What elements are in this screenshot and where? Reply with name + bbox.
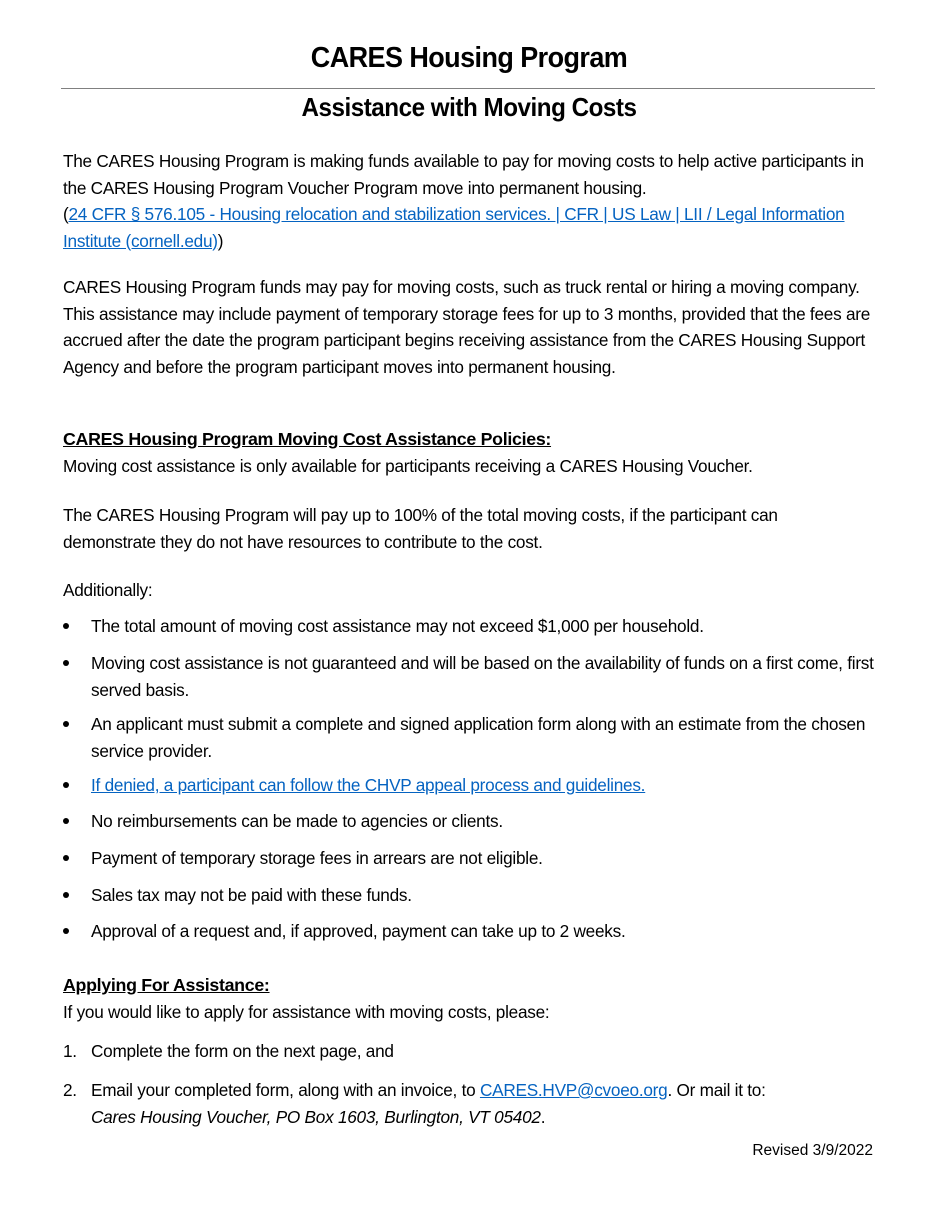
revised-date: Revised 3/9/2022 bbox=[752, 1142, 873, 1159]
applying-heading: Applying For Assistance: bbox=[63, 975, 270, 995]
bullet-icon bbox=[63, 782, 69, 788]
policies-eligibility: Moving cost assistance is only available for participants receiving a CARES Housing Voucher. bbox=[63, 456, 753, 476]
step-text: Complete the form on the next page, and bbox=[91, 1041, 394, 1061]
intro-paragraph bbox=[63, 148, 875, 254]
intro-text: The CARES Housing Program is making funds available to pay for moving costs to help active participants in the CARES Housing Program Voucher Program move into permanent housing. bbox=[63, 151, 864, 198]
funds-paragraph: CARES Housing Program funds may pay for moving costs, such as truck rental or hiring a moving company. This assistance may include payment of temporary storage fees for up to 3 months, provided that the fees are accrued after the date the program participant begins receiving assistance from the CARES Housing Support Agency and before the program participant moves into permanent housing. bbox=[63, 277, 871, 377]
title-divider bbox=[61, 88, 875, 89]
bullet-icon bbox=[63, 855, 69, 861]
bullet-icon bbox=[63, 892, 69, 898]
page-title: CARES Housing Program bbox=[310, 42, 628, 74]
additionally-label: Additionally: bbox=[63, 580, 153, 600]
step-text: Email your completed form, along with an invoice, to CARES.HVP@cvoeo.org. Or mail it to: Cares Housing Voucher, PO Box 1603, Burlington, VT 05402. bbox=[91, 1080, 766, 1127]
policies-coverage: The CARES Housing Program will pay up to 100% of the total moving costs, if the participant can demonstrate they do not have resources to contribute to the cost. bbox=[63, 505, 778, 552]
applying-intro: If you would like to apply for assistance with moving costs, please: bbox=[63, 1002, 550, 1022]
step-number: 2. bbox=[63, 1080, 77, 1100]
bullet-icon bbox=[63, 660, 69, 666]
bullet-icon bbox=[63, 818, 69, 824]
policies-heading: CARES Housing Program Moving Cost Assistance Policies: bbox=[63, 429, 552, 449]
close-paren: ) bbox=[217, 230, 224, 251]
email-link[interactable]: CARES.HVP@cvoeo.org bbox=[479, 1080, 668, 1100]
bullet-icon bbox=[63, 623, 69, 629]
page-subtitle: Assistance with Moving Costs bbox=[301, 92, 637, 122]
bullet-icon bbox=[63, 928, 69, 934]
appeal-process-link[interactable]: If denied, a participant can follow the CHVP appeal process and guidelines. bbox=[91, 775, 646, 795]
mailing-address: Cares Housing Voucher, PO Box 1603, Burlington, VT 05402 bbox=[91, 1106, 541, 1127]
open-paren: ( bbox=[63, 204, 69, 224]
step-number: 1. bbox=[63, 1041, 77, 1061]
bullet-icon bbox=[63, 721, 69, 727]
cfr-citation-link[interactable]: 24 CFR § 576.105 - Housing relocation and stabilization services. | CFR | US Law | LII / Legal Information Institute (cornell.edu) bbox=[63, 204, 845, 251]
